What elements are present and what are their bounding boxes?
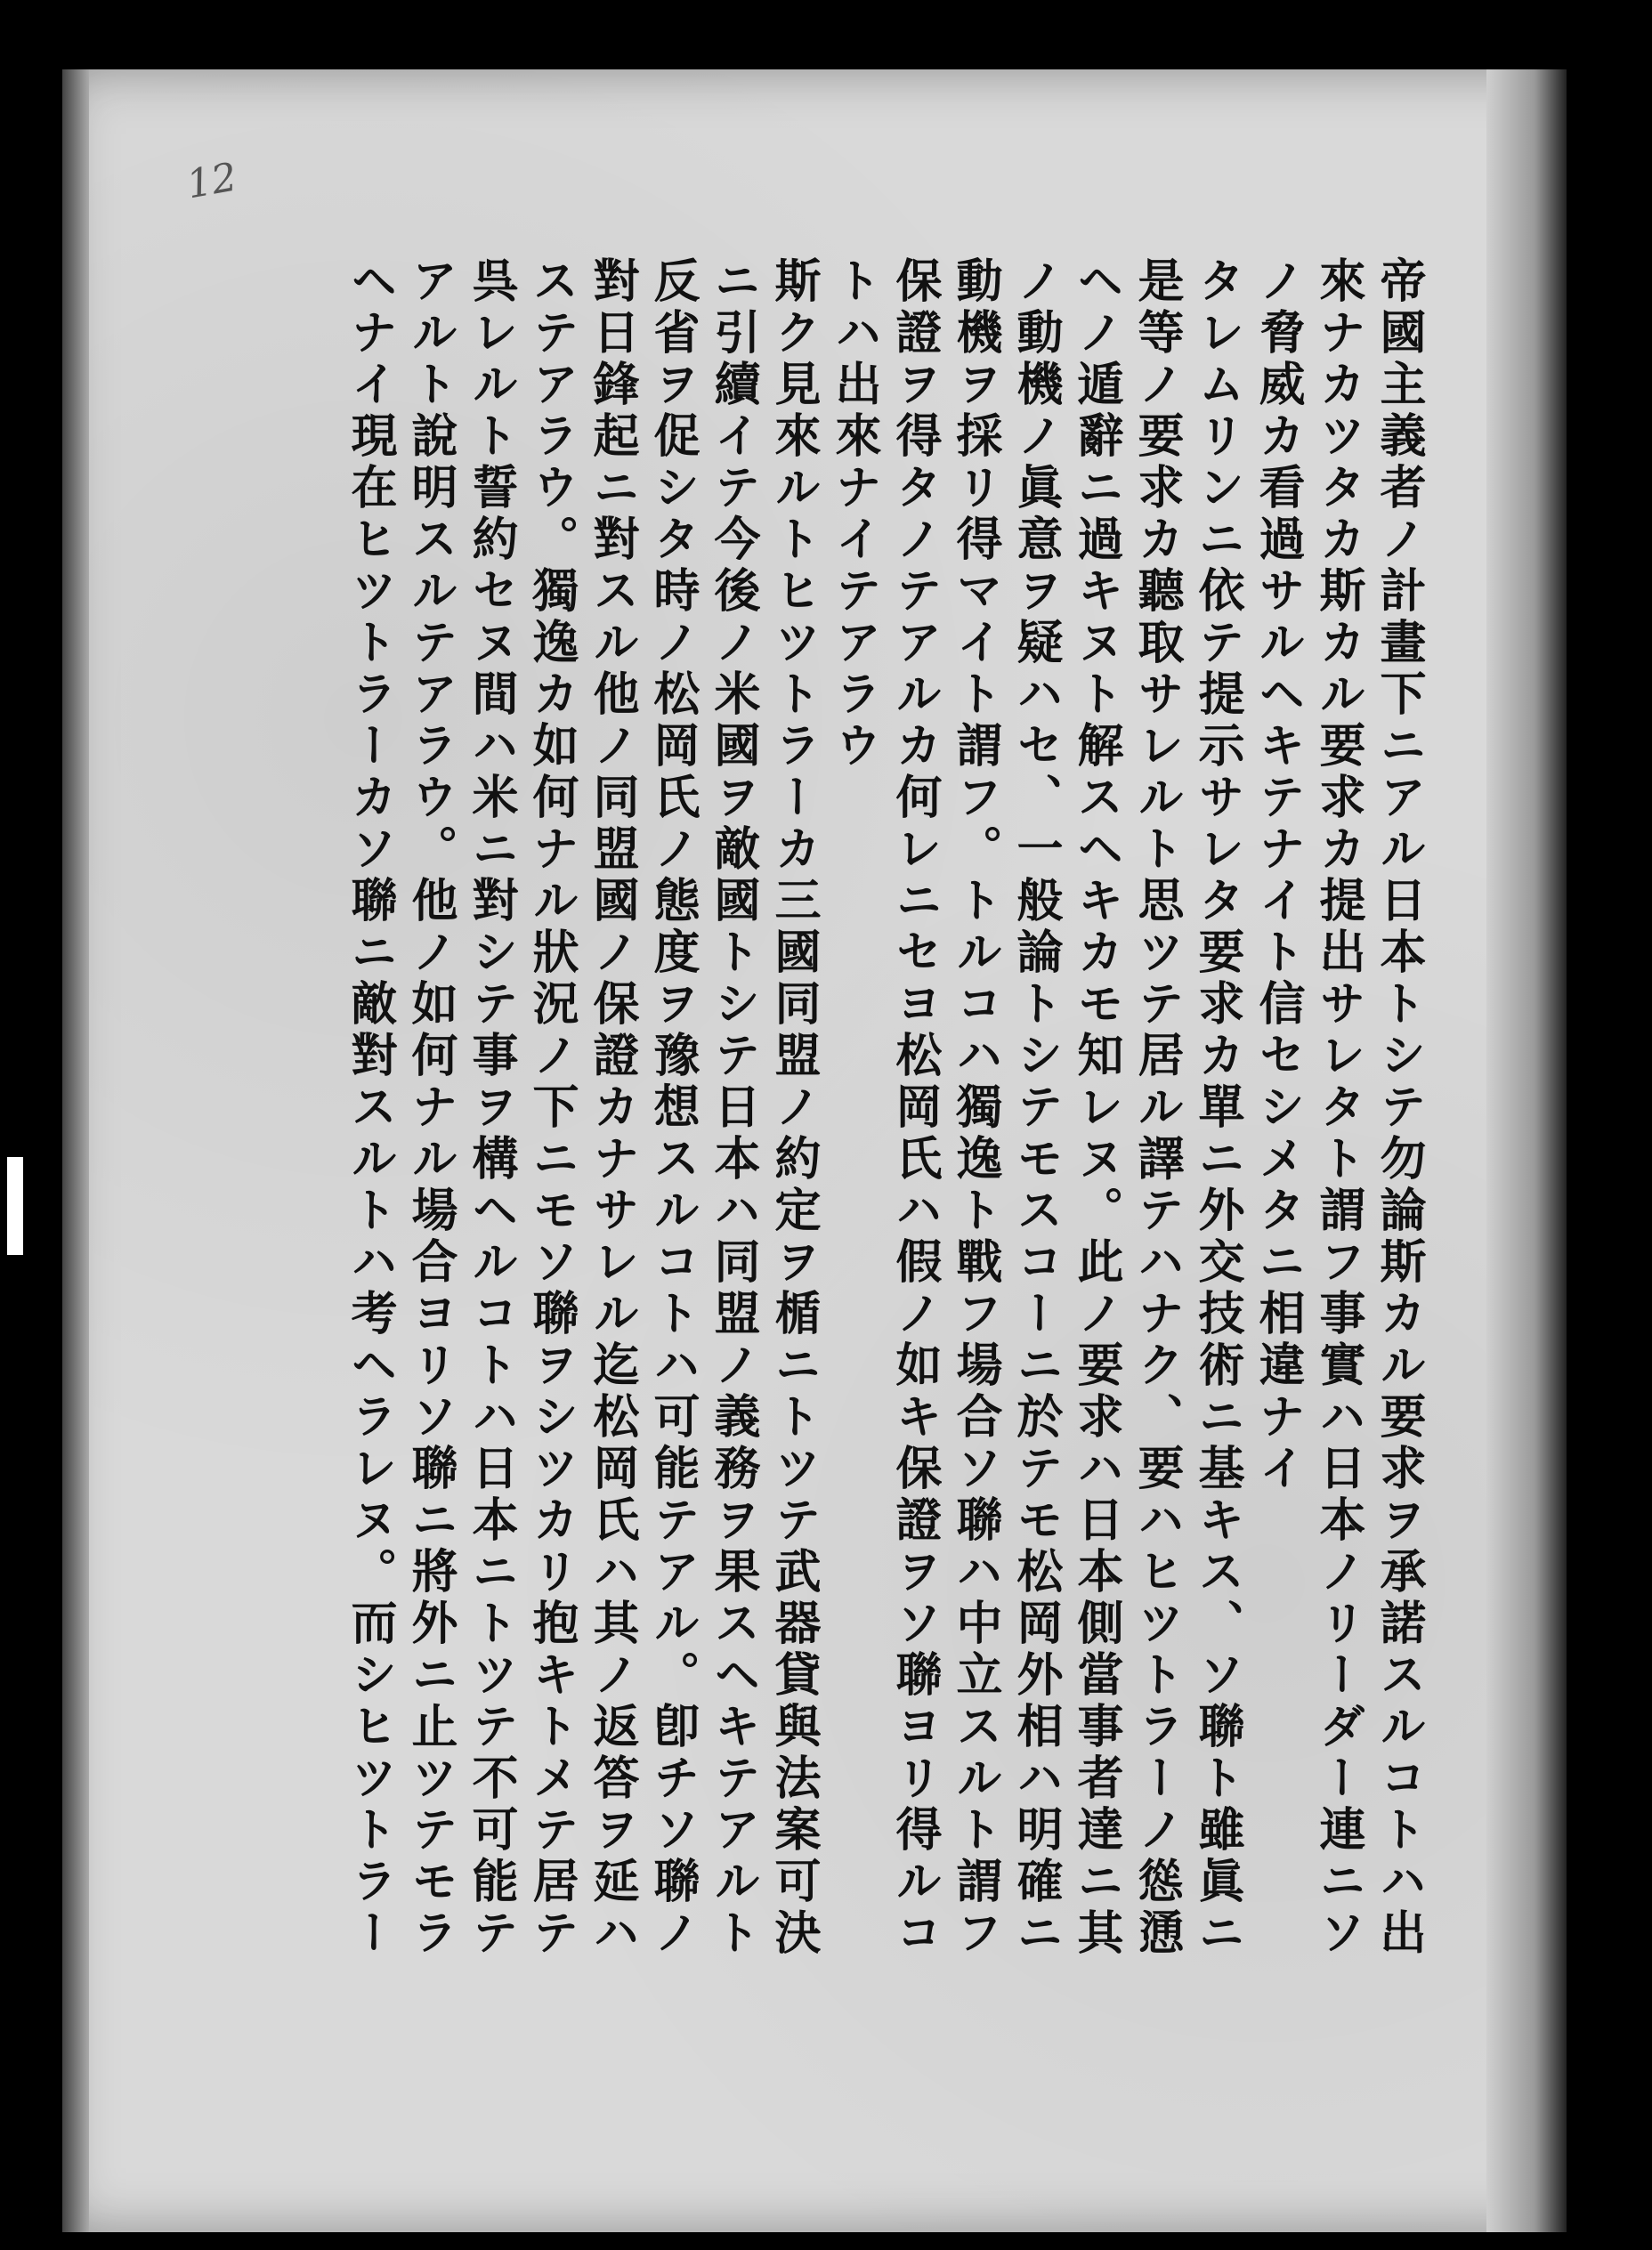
document-page — [62, 69, 1567, 2232]
text-column: ノ脅威カ看過サルヘキテナイト信セシメタニ相違ナイ — [1251, 256, 1305, 1495]
text-column: ノ動機ノ眞意ヲ疑ハセ、一般論トシテモスコーニ於テモ松岡外相ハ明確ニ — [1008, 256, 1063, 1960]
text-column: 是等ノ要求カ聽取サレルト思ツテ居ル譯テハナク、要ハヒツトラーノ慫慂 — [1130, 256, 1184, 1960]
text-column: ステアラウ。獨逸カ如何ナル狀況ノ下ニモソ聯ヲシツカリ抱キトメテ居テ — [524, 256, 579, 1960]
text-column: 帝國主義者ノ計畫下ニアル日本トシテ勿論斯カル要求ヲ承諾スルコトハ出 — [1372, 256, 1426, 1960]
text-column: アルト說明スルテアラウ。他ノ如何ナル場合ヨリソ聯ニ將外ニ止ツテモラ — [403, 256, 458, 1960]
text-column: ヘナイ現在ヒツトラーカソ聯ニ敵對スルトハ考ヘラレヌ。而シヒツトラー — [343, 256, 397, 1960]
text-column: ヘノ遁辭ニ過キヌト解スヘキカモ知レヌ。此ノ要求ハ日本側當事者達ニ其 — [1069, 256, 1123, 1960]
vertical-text-body — [344, 256, 1424, 2214]
text-column: 來ナカツタカ斯カル要求カ提出サレタト謂フ事實ハ日本ノリーダー連ニソ — [1311, 256, 1365, 1960]
text-column: 斯ク見來ルトヒツトラーカ三國同盟ノ約定ヲ楯ニトツテ武器貸與法案可決 — [766, 256, 821, 1960]
page-right-edge — [1486, 69, 1567, 2232]
scan-backdrop — [0, 0, 62, 2250]
page-number: 12 — [182, 154, 241, 208]
text-column: 動機ヲ採リ得マイト謂フ。トルコハ獨逸ト戰フ場合ソ聯ハ中立スルト謂フ — [948, 256, 1002, 1960]
text-column: ニ引續イテ今後ノ米國ヲ敵國トシテ日本ハ同盟ノ義務ヲ果スヘキテアルト — [706, 256, 760, 1960]
page-gutter — [62, 69, 89, 2232]
text-column: トハ出來ナイテアラウ — [827, 256, 881, 773]
text-column: タレムリンニ依テ提示サレタ要求カ單ニ外交技術ニ基キス、ソ聯ト雖眞ニ — [1190, 256, 1244, 1960]
text-column: 反省ヲ促シタ時ノ松岡氏ノ態度ヲ豫想スルコトハ可能テアル。卽チソ聯ノ — [645, 256, 700, 1960]
text-column: 對日鋒起ニ對スル他ノ同盟國ノ保證カナサレル迄松岡氏ハ其ノ返答ヲ延ハ — [585, 256, 639, 1960]
text-column: 保證ヲ得タノテアルカ何レニセヨ松岡氏ハ假ノ如キ保證ヲソ聯ヨリ得ルコ — [887, 256, 942, 1960]
text-column: 呉レルト誓約セヌ間ハ米ニ對シテ事ヲ構ヘルコトハ日本ニトツテ不可能テ — [464, 256, 518, 1960]
binding-strip — [7, 1157, 23, 1255]
